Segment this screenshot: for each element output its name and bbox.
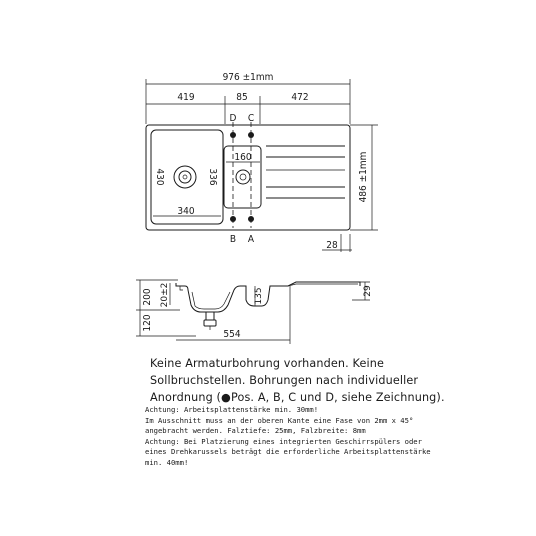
position-d-label: D [229,113,237,124]
height-total-label: 200 [142,288,153,306]
position-b-label: B [229,234,237,245]
small-bowl-height-label: 135 [254,287,264,305]
note-line: Achtung: Bei Platzierung eines integrierten Geschirrspülers oder [145,436,422,446]
position-d-marker [230,132,236,138]
bowl-width-label: 340 [177,206,195,217]
position-c-marker [248,132,254,138]
description-line: Sollbruchstellen. Bohrungen nach individueller [150,374,419,387]
height-bowl-label: 20±2 [160,282,170,308]
top-view [146,72,378,252]
note-line: Achtung: Arbeitsplattenstärke min. 30mm! [145,405,319,414]
note-line: eines Drehkarussels beträgt die erforderliche Arbeitsplattenstärke [145,447,431,456]
note-line: min. 40mm! [145,457,189,467]
position-b-marker [230,216,236,222]
depth-label: 486 ±1mm [358,151,369,203]
drainer-height-label: 29 [363,285,373,297]
width-left-label: 419 [177,92,195,103]
note-line: Im Ausschnitt muss an der oberen Kante eine Fase von 2mm x 45° [145,415,414,425]
bowl-length-label: 554 [223,329,241,340]
small-bowl-width-label: 160 [234,152,252,163]
installation-notes [145,405,475,468]
side-view [136,280,373,344]
position-a-label: A [247,234,255,245]
width-right-label: 472 [291,92,309,103]
width-mid-label: 85 [236,92,248,103]
description-line: Anordnung (●Pos. A, B, C und D, siehe Zeichnung). [150,391,445,404]
position-a-marker [248,216,254,222]
description-line: Keine Armaturbohrung vorhanden. Keine [150,357,385,370]
position-c-label: C [247,113,255,124]
edge-radius-label: 28 [326,240,338,251]
note-line: angebracht werden. Falztiefe: 25mm, Falzbreite: 8mm [145,426,366,435]
height-drain-label: 120 [142,314,153,332]
bowl-depth-label: 430 [154,168,165,186]
small-bowl-depth-label: 336 [207,168,218,186]
overall-width-label: 976 ±1mm [222,72,274,83]
description [150,355,480,406]
